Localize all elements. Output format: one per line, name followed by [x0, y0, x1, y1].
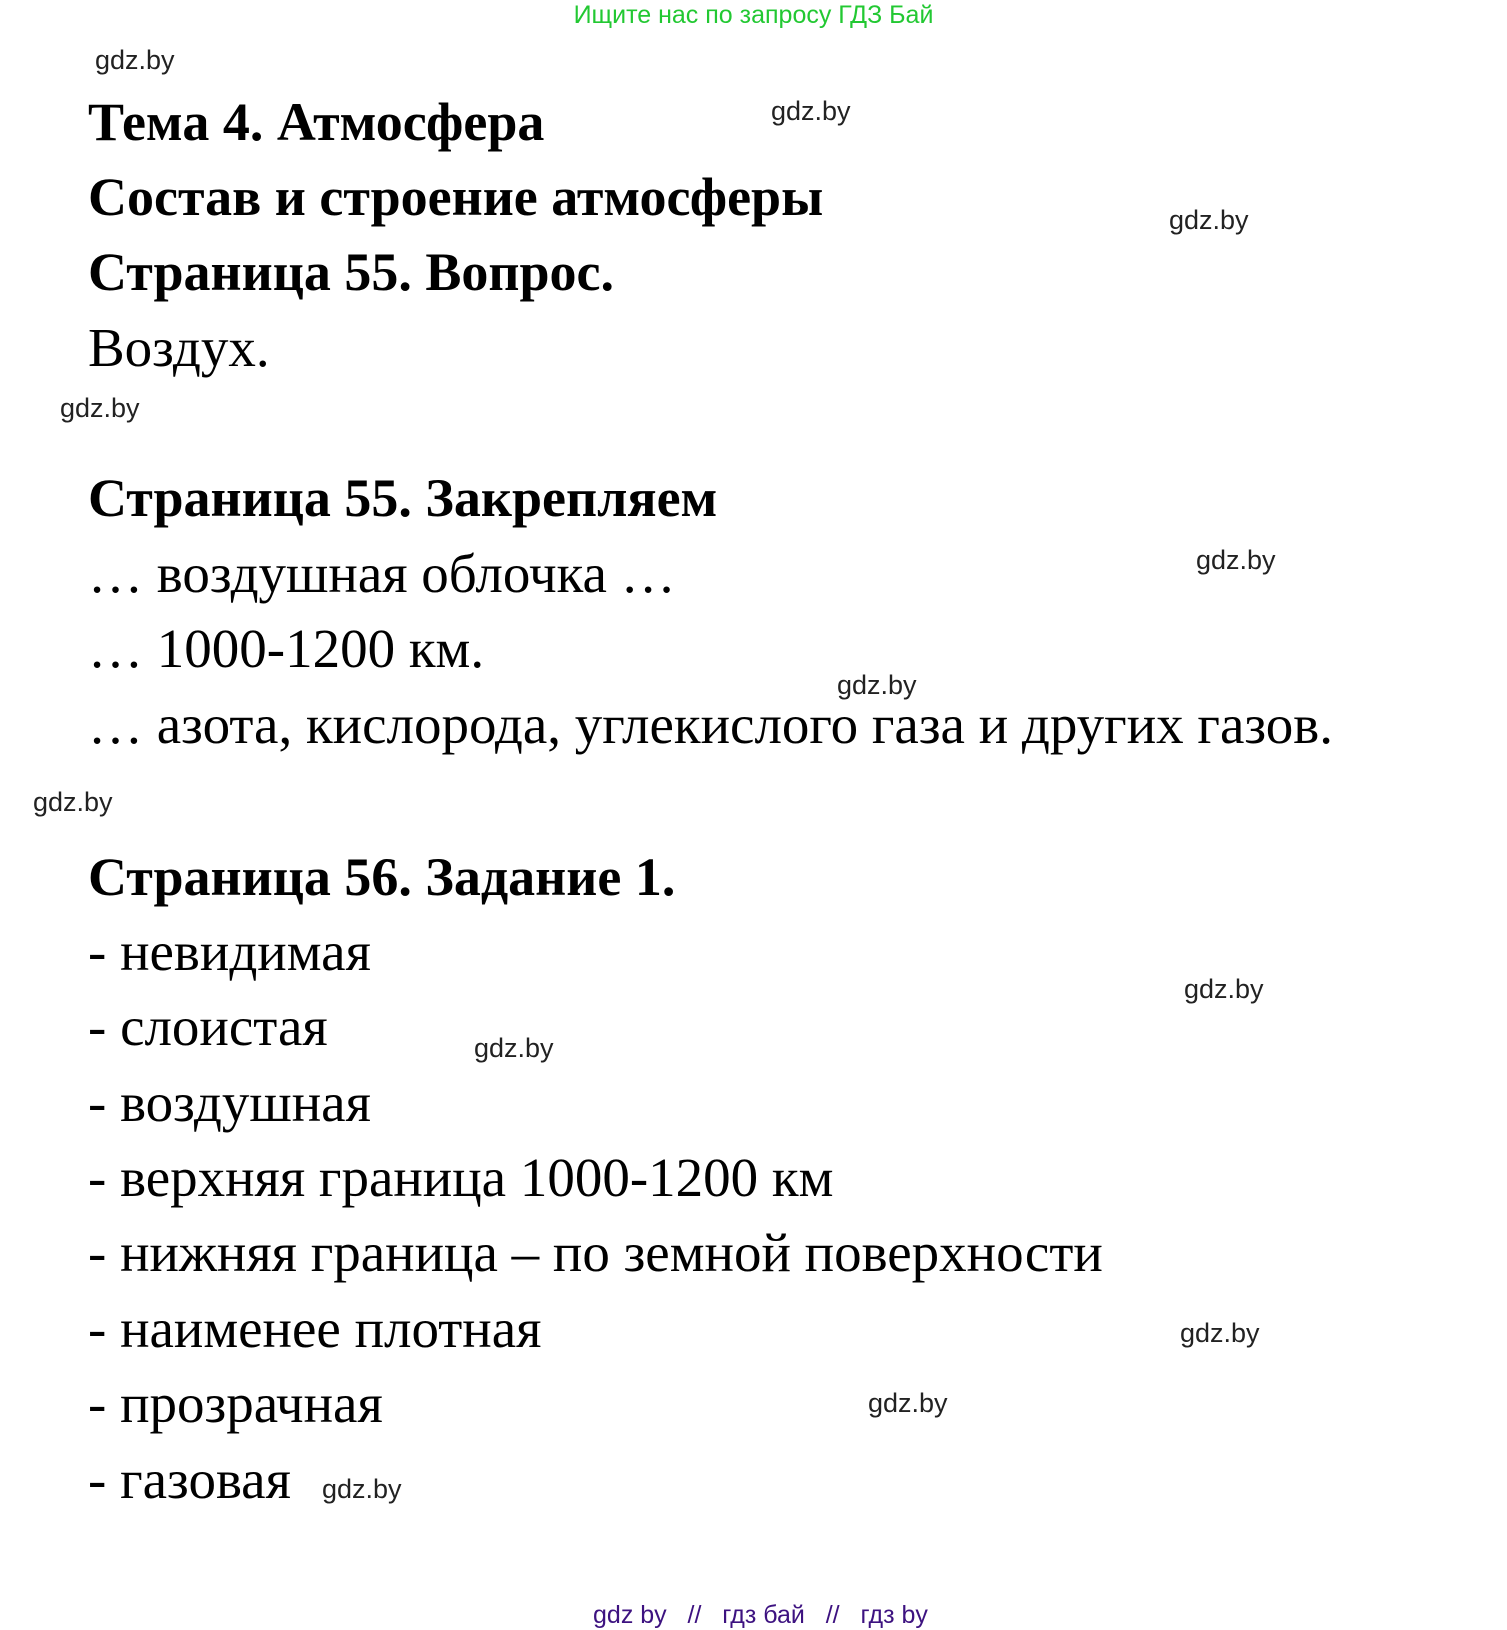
footer-separator: //: [825, 1601, 840, 1629]
answer-line: Воздух.: [88, 317, 270, 378]
list-item: - воздушная: [88, 1072, 371, 1133]
block-heading-task-1: Страница 56. Задание 1.: [88, 847, 676, 907]
footer-link[interactable]: гдз бай: [722, 1601, 805, 1629]
footer-links: [0, 1570, 1507, 1630]
answer-line: … азота, кислорода, углекислого газа и других газов.: [88, 694, 1333, 755]
footer-separator: //: [687, 1601, 702, 1629]
topic-title: Тема 4. Атмосфера: [88, 92, 545, 152]
list-item: - наименее плотная: [88, 1298, 542, 1359]
block-heading-question: Страница 55. Вопрос.: [88, 242, 614, 302]
section-title: Состав и строение атмосферы: [88, 167, 824, 227]
answer-line: … воздушная облочка …: [88, 543, 676, 604]
footer-link[interactable]: gdz by: [593, 1601, 667, 1629]
top-banner[interactable]: [0, 0, 1507, 30]
watermark: gdz.by: [95, 45, 175, 75]
watermark: gdz.by: [1184, 974, 1264, 1004]
watermark: gdz.by: [1169, 205, 1249, 235]
watermark: gdz.by: [322, 1474, 402, 1504]
watermark: gdz.by: [837, 670, 917, 700]
watermark: gdz.by: [60, 393, 140, 423]
watermark: gdz.by: [1196, 545, 1276, 575]
list-item: - газовая: [88, 1449, 291, 1510]
list-item: - нижняя граница – по земной поверхности: [88, 1222, 1103, 1283]
watermark: gdz.by: [33, 787, 113, 817]
watermark: gdz.by: [1180, 1318, 1260, 1348]
watermark: gdz.by: [474, 1033, 554, 1063]
list-item: - прозрачная: [88, 1373, 383, 1434]
footer-link[interactable]: гдз by: [860, 1601, 928, 1629]
list-item: - верхняя граница 1000-1200 км: [88, 1147, 834, 1208]
list-item: - слоистая: [88, 996, 328, 1057]
answer-line: … 1000-1200 км.: [88, 618, 485, 679]
watermark: gdz.by: [771, 96, 851, 126]
list-item: - невидимая: [88, 921, 371, 982]
block-heading-consolidate: Страница 55. Закрепляем: [88, 468, 718, 528]
banner-text[interactable]: Ищите нас по запросу ГДЗ Бай: [573, 1, 934, 29]
watermark: gdz.by: [868, 1388, 948, 1418]
